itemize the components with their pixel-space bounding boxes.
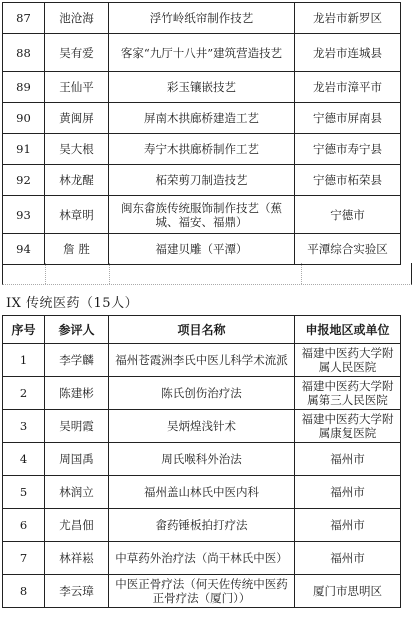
row-number: 6 — [3, 509, 45, 542]
table-row — [3, 377, 401, 410]
row-number: 91 — [3, 134, 45, 165]
candidate-name: 黄闽屏 — [45, 103, 109, 134]
region: 宁德市寿宁县 — [295, 134, 401, 165]
heritage-table-medicine — [2, 315, 401, 608]
table-row — [3, 476, 401, 509]
candidate-name: 李云璋 — [45, 575, 109, 608]
table-row — [3, 34, 401, 72]
project-name: 彩玉镶嵌技艺 — [109, 72, 295, 103]
row-number: 7 — [3, 542, 45, 575]
row-number: 5 — [3, 476, 45, 509]
candidate-name: 尤昌佃 — [45, 509, 109, 542]
row-number: 4 — [3, 443, 45, 476]
region: 福州市 — [295, 443, 401, 476]
table-row — [3, 72, 401, 103]
candidate-name: 林龙醒 — [45, 165, 109, 196]
row-number: 88 — [3, 34, 45, 72]
project-name: 闽东畲族传统服饰制作技艺（蕉城、福安、福鼎） — [109, 196, 295, 234]
region: 宁德市 — [295, 196, 401, 234]
candidate-name: 王仙平 — [45, 72, 109, 103]
project-name: 柘荣剪刀制造技艺 — [109, 165, 295, 196]
row-number: 3 — [3, 410, 45, 443]
region: 宁德市屏南县 — [295, 103, 401, 134]
candidate-name: 吴有爱 — [45, 34, 109, 72]
region: 宁德市柘荣县 — [295, 165, 401, 196]
region: 龙岩市连城县 — [295, 34, 401, 72]
region: 福建中医药大学附属人民医院 — [295, 344, 401, 377]
project-name: 屏南木拱廊桥建造工艺 — [109, 103, 295, 134]
region: 厦门市思明区 — [295, 575, 401, 608]
region: 福州市 — [295, 542, 401, 575]
region: 平潭综合实验区 — [295, 234, 401, 265]
section-heading: IX 传统医药（15人） — [6, 296, 139, 311]
table-row — [3, 3, 401, 34]
table-row — [3, 410, 401, 443]
column-header-region: 申报地区或单位 — [295, 316, 401, 344]
table-row — [3, 509, 401, 542]
table-row — [3, 344, 401, 377]
region: 龙岩市漳平市 — [295, 72, 401, 103]
row-number: 90 — [3, 103, 45, 134]
region: 福建中医药大学附属第三人民医院 — [295, 377, 401, 410]
candidate-name: 李学麟 — [45, 344, 109, 377]
column-divider — [109, 263, 110, 284]
row-number: 93 — [3, 196, 45, 234]
candidate-name: 吴大根 — [45, 134, 109, 165]
candidate-name: 吴明霞 — [45, 410, 109, 443]
project-name: 福建贝雕（平潭） — [109, 234, 295, 265]
region: 福州市 — [295, 509, 401, 542]
row-number: 87 — [3, 3, 45, 34]
heritage-table-crafts — [2, 2, 401, 265]
region: 龙岩市新罗区 — [295, 3, 401, 34]
project-name: 吴炳煌浅针术 — [109, 410, 295, 443]
candidate-name: 周国禹 — [45, 443, 109, 476]
project-name: 福州盖山林氏中医内科 — [109, 476, 295, 509]
project-name: 中草药外治疗法（尚干林氏中医） — [109, 542, 295, 575]
candidate-name: 詹 胜 — [45, 234, 109, 265]
table-row — [3, 196, 401, 234]
table-row — [3, 103, 401, 134]
row-number: 2 — [3, 377, 45, 410]
row-number: 89 — [3, 72, 45, 103]
empty-table-row — [2, 263, 412, 285]
table-row — [3, 234, 401, 265]
table-row — [3, 443, 401, 476]
column-header-name: 参评人 — [45, 316, 109, 344]
candidate-name: 林章明 — [45, 196, 109, 234]
candidate-name: 林润立 — [45, 476, 109, 509]
candidate-name: 陈建彬 — [45, 377, 109, 410]
region: 福州市 — [295, 476, 401, 509]
project-name: 陈氏创伤治疗法 — [109, 377, 295, 410]
table-row — [3, 575, 401, 608]
table-row — [3, 542, 401, 575]
project-name: 客家“九厅十八井”建筑营造技艺 — [109, 34, 295, 72]
row-number: 92 — [3, 165, 45, 196]
project-name: 寿宁木拱廊桥制作工艺 — [109, 134, 295, 165]
project-name: 畲药锤板拍打疗法 — [109, 509, 295, 542]
column-header-project: 项目名称 — [109, 316, 295, 344]
table-row — [3, 134, 401, 165]
column-divider — [45, 263, 46, 284]
project-name: 福州苍霞洲李氏中医儿科学术流派 — [109, 344, 295, 377]
candidate-name: 池沧海 — [45, 3, 109, 34]
column-header-number: 序号 — [3, 316, 45, 344]
row-number: 94 — [3, 234, 45, 265]
project-name: 中医正骨疗法（何天佐传统中医药正骨疗法（厦门）） — [109, 575, 295, 608]
row-number: 1 — [3, 344, 45, 377]
table-row — [3, 165, 401, 196]
region: 福建中医药大学附属康复医院 — [295, 410, 401, 443]
candidate-name: 林祥崧 — [45, 542, 109, 575]
column-divider — [301, 263, 302, 284]
table-header-row — [3, 316, 401, 344]
row-number: 8 — [3, 575, 45, 608]
project-name: 浮竹岭纸帘制作技艺 — [109, 3, 295, 34]
project-name: 周氏喉科外治法 — [109, 443, 295, 476]
